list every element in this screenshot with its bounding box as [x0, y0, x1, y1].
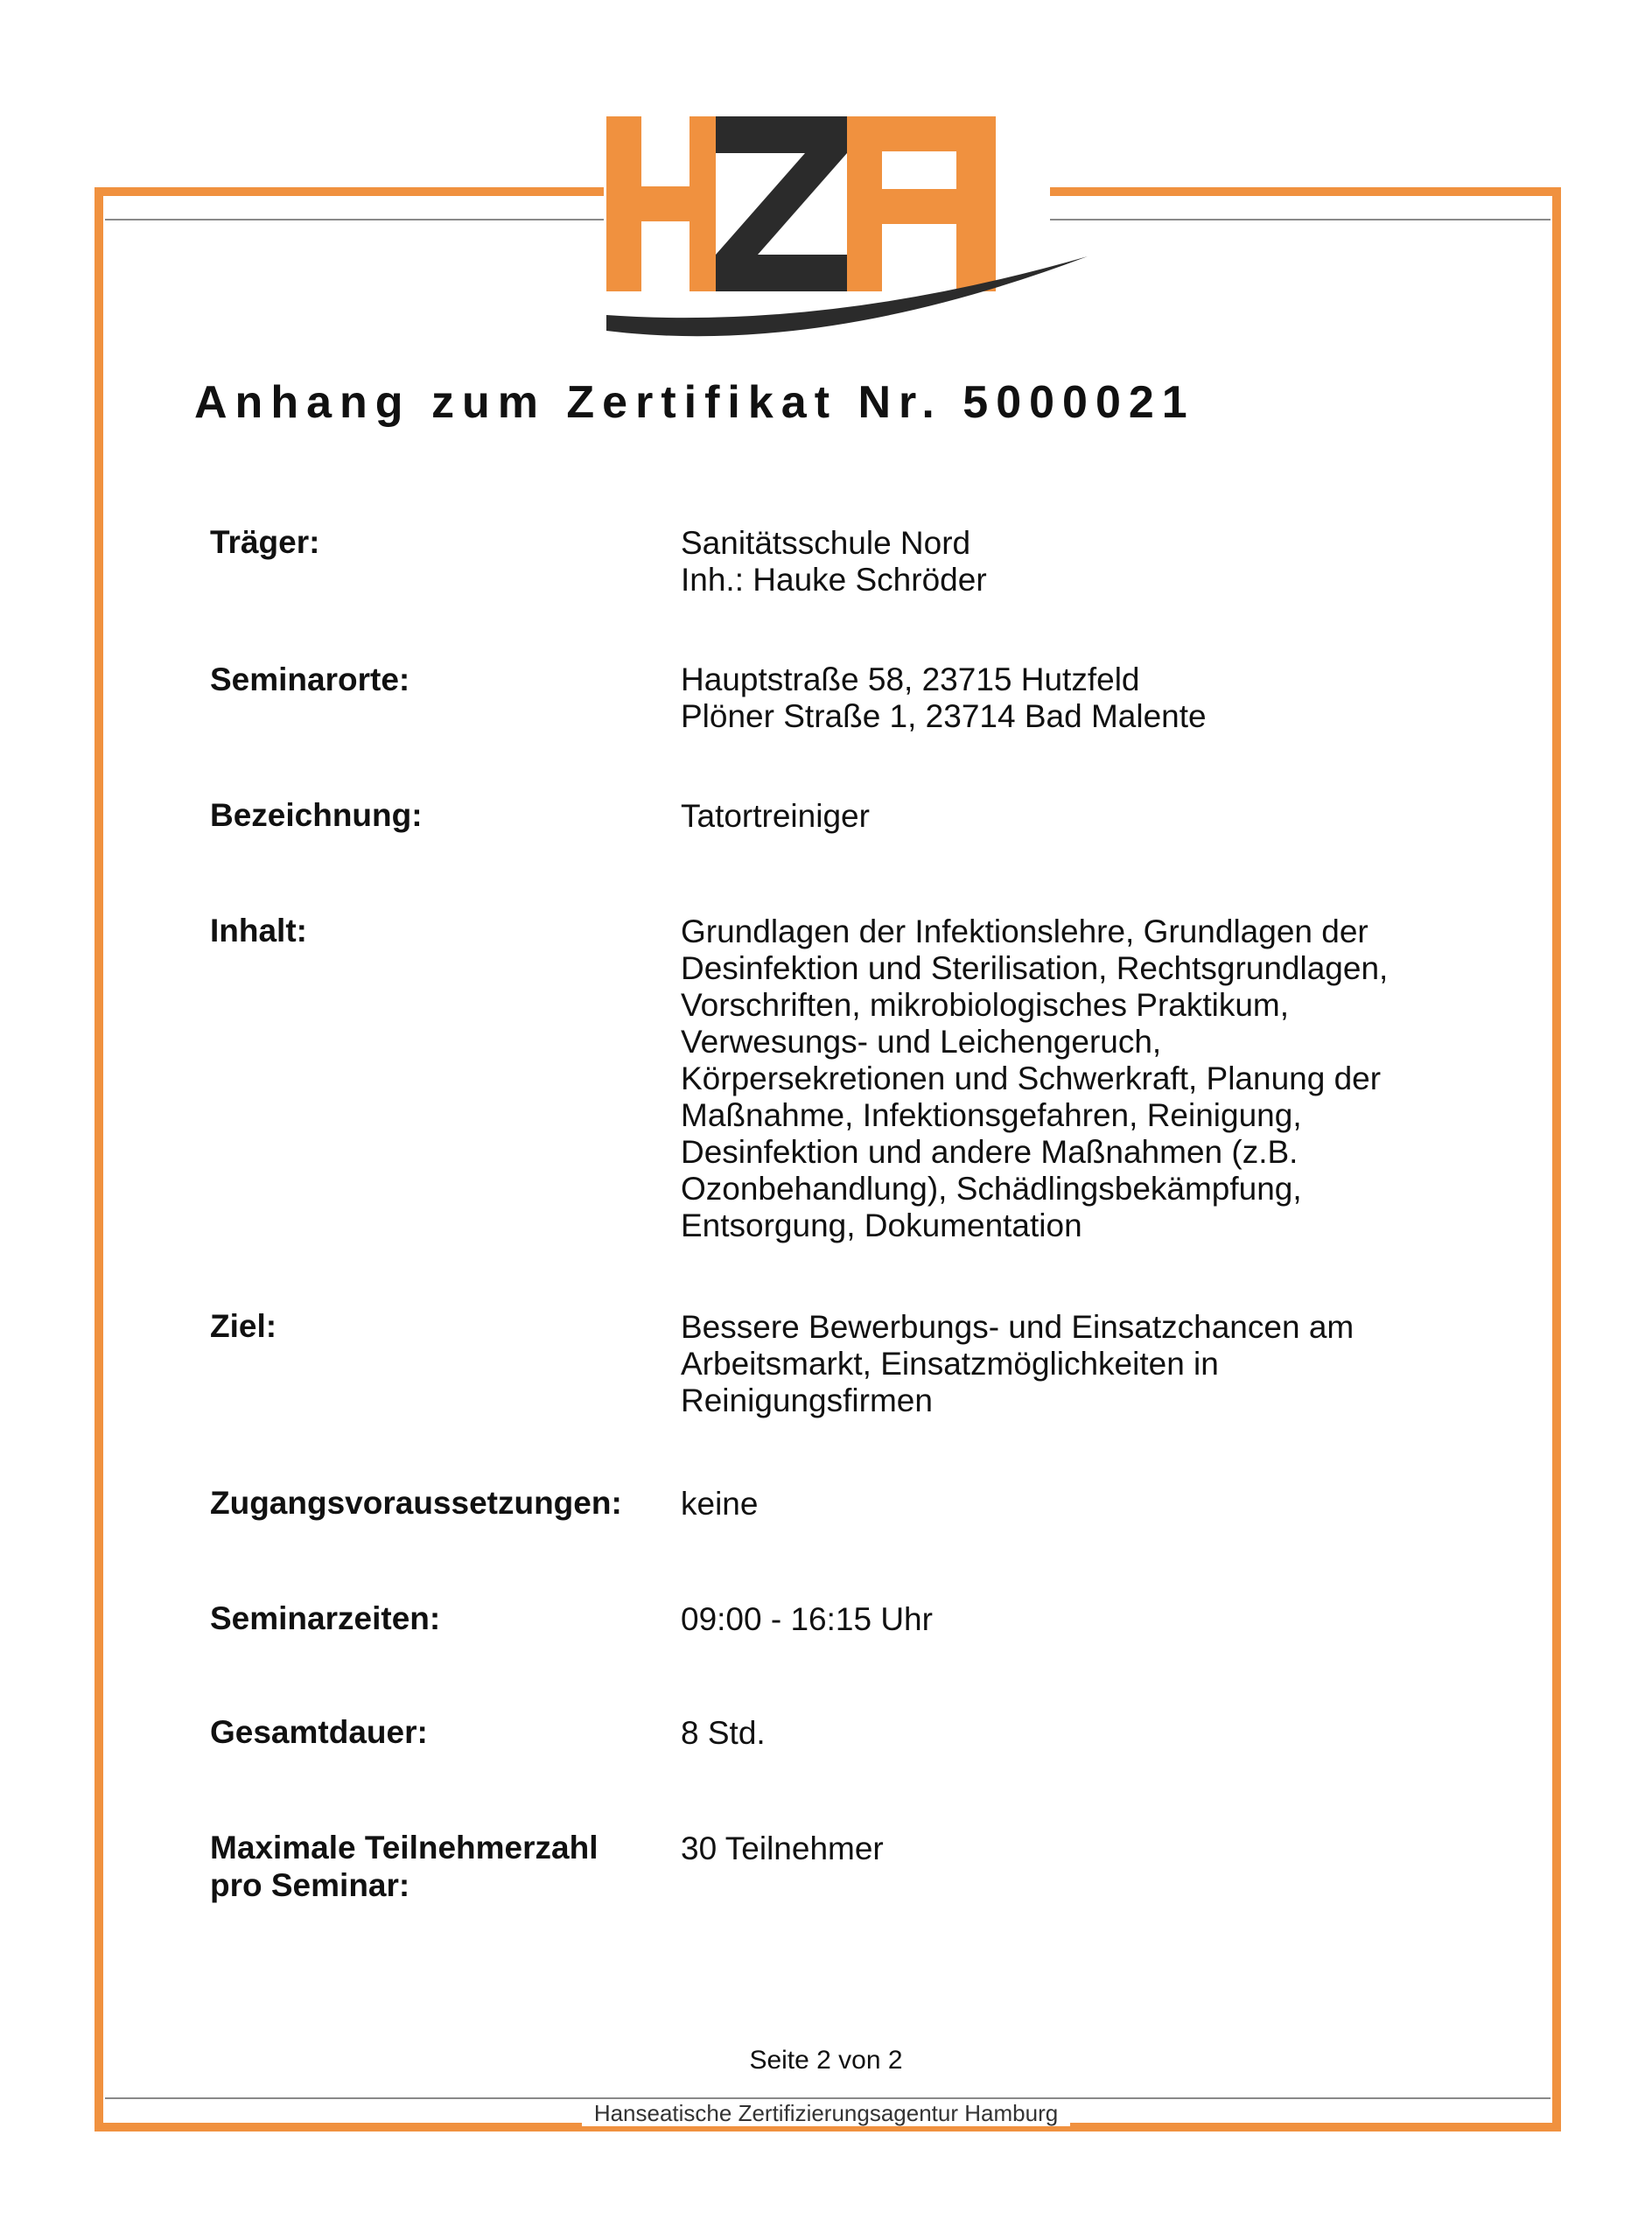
value-ziel: Bessere Bewerbungs- und Einsatzchancen am Arbeitsmarkt, Einsatzmöglichkeiten in Reinigungsfirmen: [681, 1309, 1354, 1418]
value-zugangsvoraussetzungen: keine: [681, 1486, 759, 1522]
footer-organization: Hanseatische Zertifizierungsagentur Hamburg: [0, 2100, 1652, 2127]
page-title: Anhang zum Zertifikat Nr. 5000021: [194, 377, 1195, 428]
label-gesamtdauer: Gesamtdauer:: [210, 1714, 428, 1750]
value-teilnehmerzahl: 30 Teilnehmer: [681, 1830, 884, 1866]
bottom-divider: [105, 2097, 1550, 2099]
value-inhalt: Grundlagen der Infektionslehre, Grundlagen der Desinfektion und Sterilisation, Rechtsgrundlagen, Vorschriften, mikrobiologisches Praktikum, Verwesungs- und Leichengeruch, Körpersekretionen und Schwerkraft, Planung der Maßnahme, Infektionsgefahren, Reinigung, Desinfektion und andere Maßnahmen (z.B. Ozonbehandlung), Schädlingsbekämpfung, Entsorgung, Dokumentation: [681, 914, 1389, 1243]
hza-logo: [602, 112, 1092, 366]
value-traeger: Sanitätsschule Nord Inh.: Hauke Schröder: [681, 525, 987, 598]
label-seminarzeiten: Seminarzeiten:: [210, 1600, 441, 1636]
page-number: Seite 2 von 2: [749, 2046, 903, 2075]
value-bezeichnung: Tatortreiniger: [681, 798, 870, 834]
value-seminarzeiten: 09:00 - 16:15 Uhr: [681, 1601, 933, 1637]
label-ziel: Ziel:: [210, 1308, 277, 1344]
label-bezeichnung: Bezeichnung:: [210, 797, 423, 833]
label-zugangsvoraussetzungen: Zugangsvoraussetzungen:: [210, 1485, 622, 1521]
label-teilnehmerzahl: Maximale Teilnehmerzahl pro Seminar:: [210, 1830, 598, 1903]
value-gesamtdauer: 8 Std.: [681, 1715, 766, 1751]
label-traeger: Träger:: [210, 524, 320, 560]
label-inhalt: Inhalt:: [210, 913, 307, 948]
value-seminarorte: Hauptstraße 58, 23715 Hutzfeld Plöner Straße 1, 23714 Bad Malente: [681, 662, 1207, 734]
label-seminarorte: Seminarorte:: [210, 662, 410, 697]
